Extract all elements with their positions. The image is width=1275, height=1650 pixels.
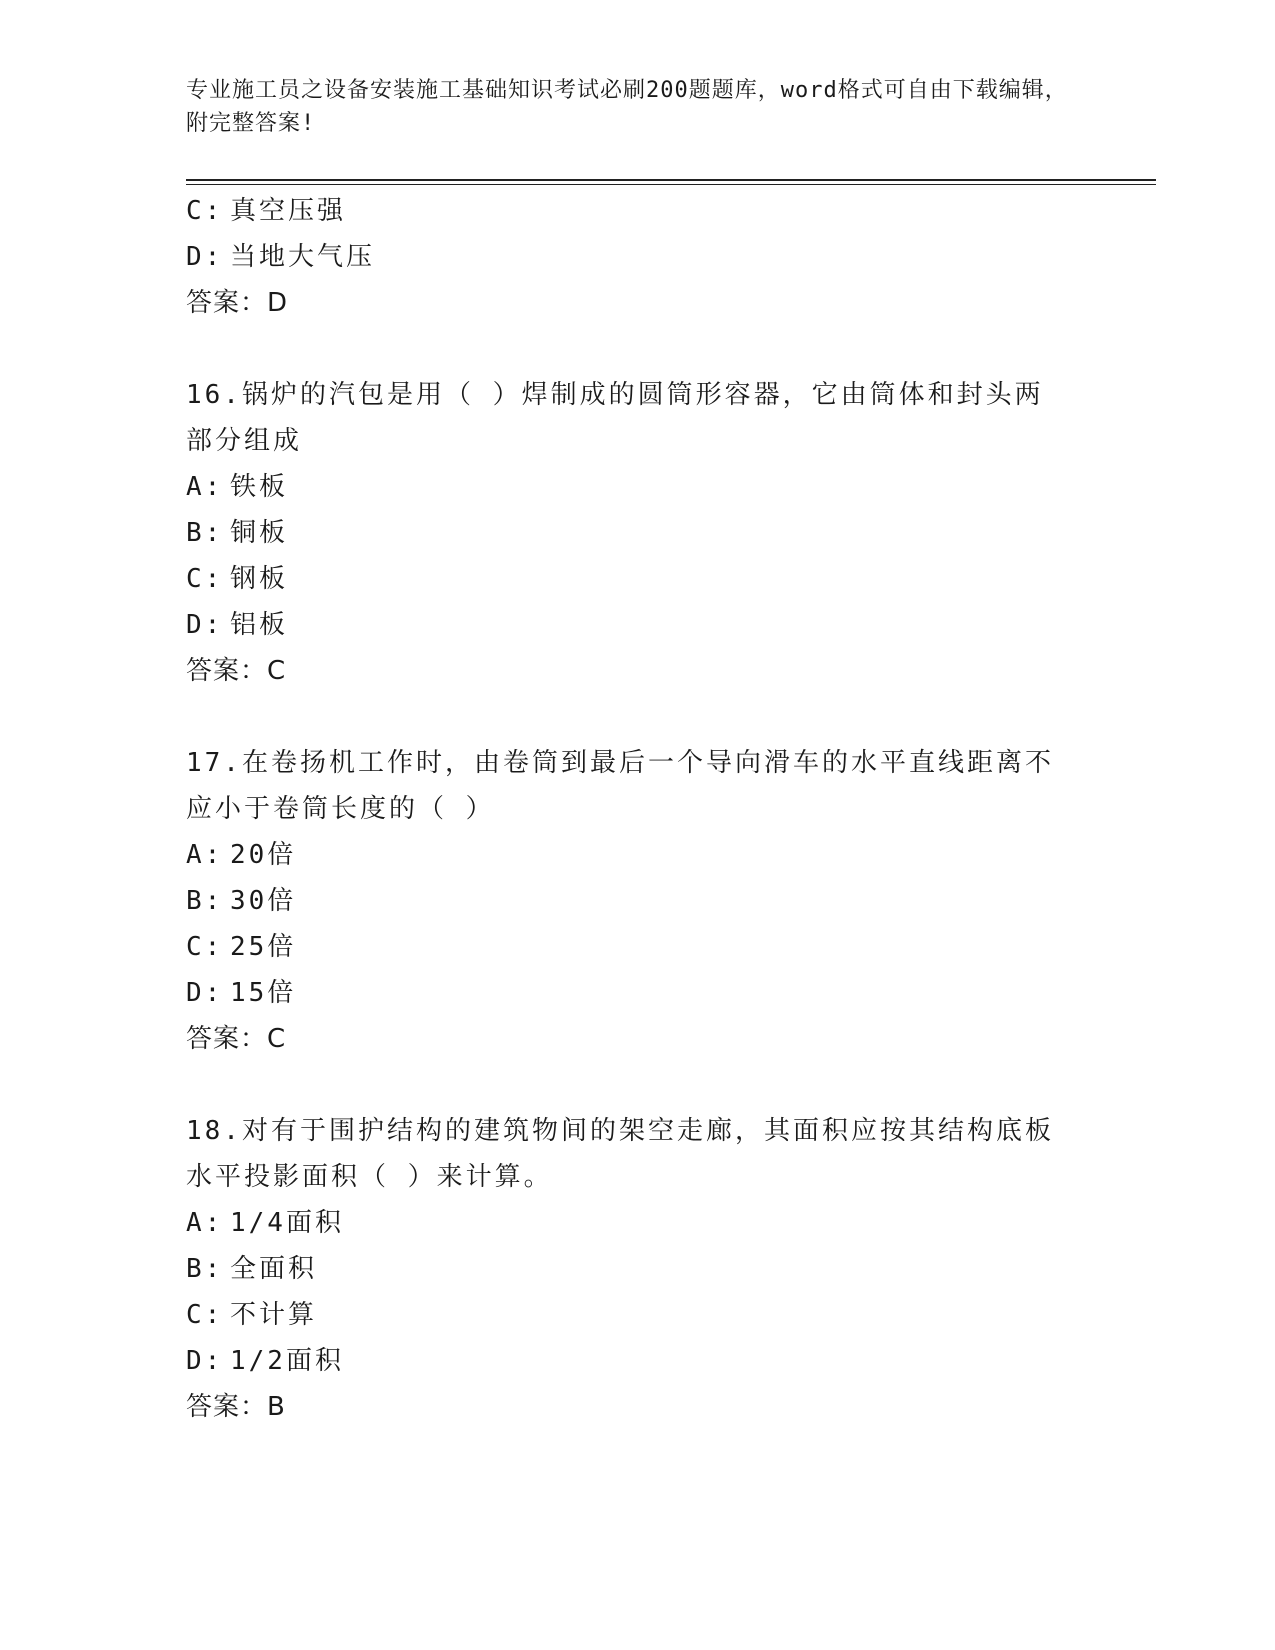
option-text: 全面积 — [230, 1254, 318, 1284]
question-text: 16.锅炉的汽包是用（ ）焊制成的圆筒形容器，它由筒体和封头两部分组成 — [186, 380, 1044, 456]
question-block — [186, 372, 1086, 694]
option-letter: D: — [186, 610, 224, 640]
document-page — [186, 0, 1156, 1650]
option-letter: D: — [186, 242, 224, 272]
option-letter: B: — [186, 1254, 224, 1284]
option-letter: D: — [186, 1346, 224, 1376]
option-line — [186, 510, 1086, 556]
header-divider-thin — [186, 184, 1156, 185]
question-text: 18.对有于围护结构的建筑物间的架空走廊，其面积应按其结构底板水平投影面积（ ）来计算。 — [186, 1116, 1054, 1192]
option-line — [186, 234, 1086, 280]
answer-line: 答案：B — [186, 1392, 286, 1422]
option-letter: A: — [186, 840, 224, 870]
question-text: 17.在卷扬机工作时，由卷筒到最后一个导向滑车的水平直线距离不应小于卷筒长度的（ ） — [186, 748, 1054, 824]
option-letter: C: — [186, 196, 224, 226]
option-letter: C: — [186, 932, 224, 962]
question-list — [186, 188, 1086, 1430]
option-text: 钢板 — [230, 564, 289, 594]
option-line — [186, 1200, 1086, 1246]
question-block — [186, 740, 1086, 1062]
option-text: 真空压强 — [230, 196, 347, 226]
option-letter: B: — [186, 518, 224, 548]
option-line — [186, 924, 1086, 970]
option-letter: A: — [186, 1208, 224, 1238]
option-letter: A: — [186, 472, 224, 502]
option-letter: C: — [186, 564, 224, 594]
option-text: 不计算 — [230, 1300, 318, 1330]
option-text: 当地大气压 — [230, 242, 376, 272]
option-text: 15倍 — [230, 978, 297, 1008]
option-line — [186, 464, 1086, 510]
option-line — [186, 878, 1086, 924]
option-line — [186, 1338, 1086, 1384]
option-text: 1/2面积 — [230, 1346, 344, 1376]
option-line — [186, 602, 1086, 648]
option-text: 1/4面积 — [230, 1208, 344, 1238]
option-letter: D: — [186, 978, 224, 1008]
header-divider-thick — [186, 179, 1156, 181]
option-line — [186, 556, 1086, 602]
option-text: 25倍 — [230, 932, 297, 962]
option-line — [186, 188, 1086, 234]
answer-line: 答案：D — [186, 288, 289, 318]
option-line — [186, 970, 1086, 1016]
option-text: 铝板 — [230, 610, 289, 640]
option-line — [186, 1246, 1086, 1292]
option-letter: C: — [186, 1300, 224, 1330]
option-text: 20倍 — [230, 840, 297, 870]
option-line — [186, 1292, 1086, 1338]
option-text: 30倍 — [230, 886, 297, 916]
option-text: 铜板 — [230, 518, 289, 548]
question-block — [186, 1108, 1086, 1430]
answer-line: 答案：C — [186, 1024, 287, 1054]
option-line — [186, 832, 1086, 878]
option-letter: B: — [186, 886, 224, 916]
prev-question-block — [186, 188, 1086, 326]
page-header: 专业施工员之设备安装施工基础知识考试必刷200题题库，word格式可自由下载编辑，附完整答案! — [186, 78, 1068, 136]
answer-line: 答案：C — [186, 656, 287, 686]
option-text: 铁板 — [230, 472, 289, 502]
